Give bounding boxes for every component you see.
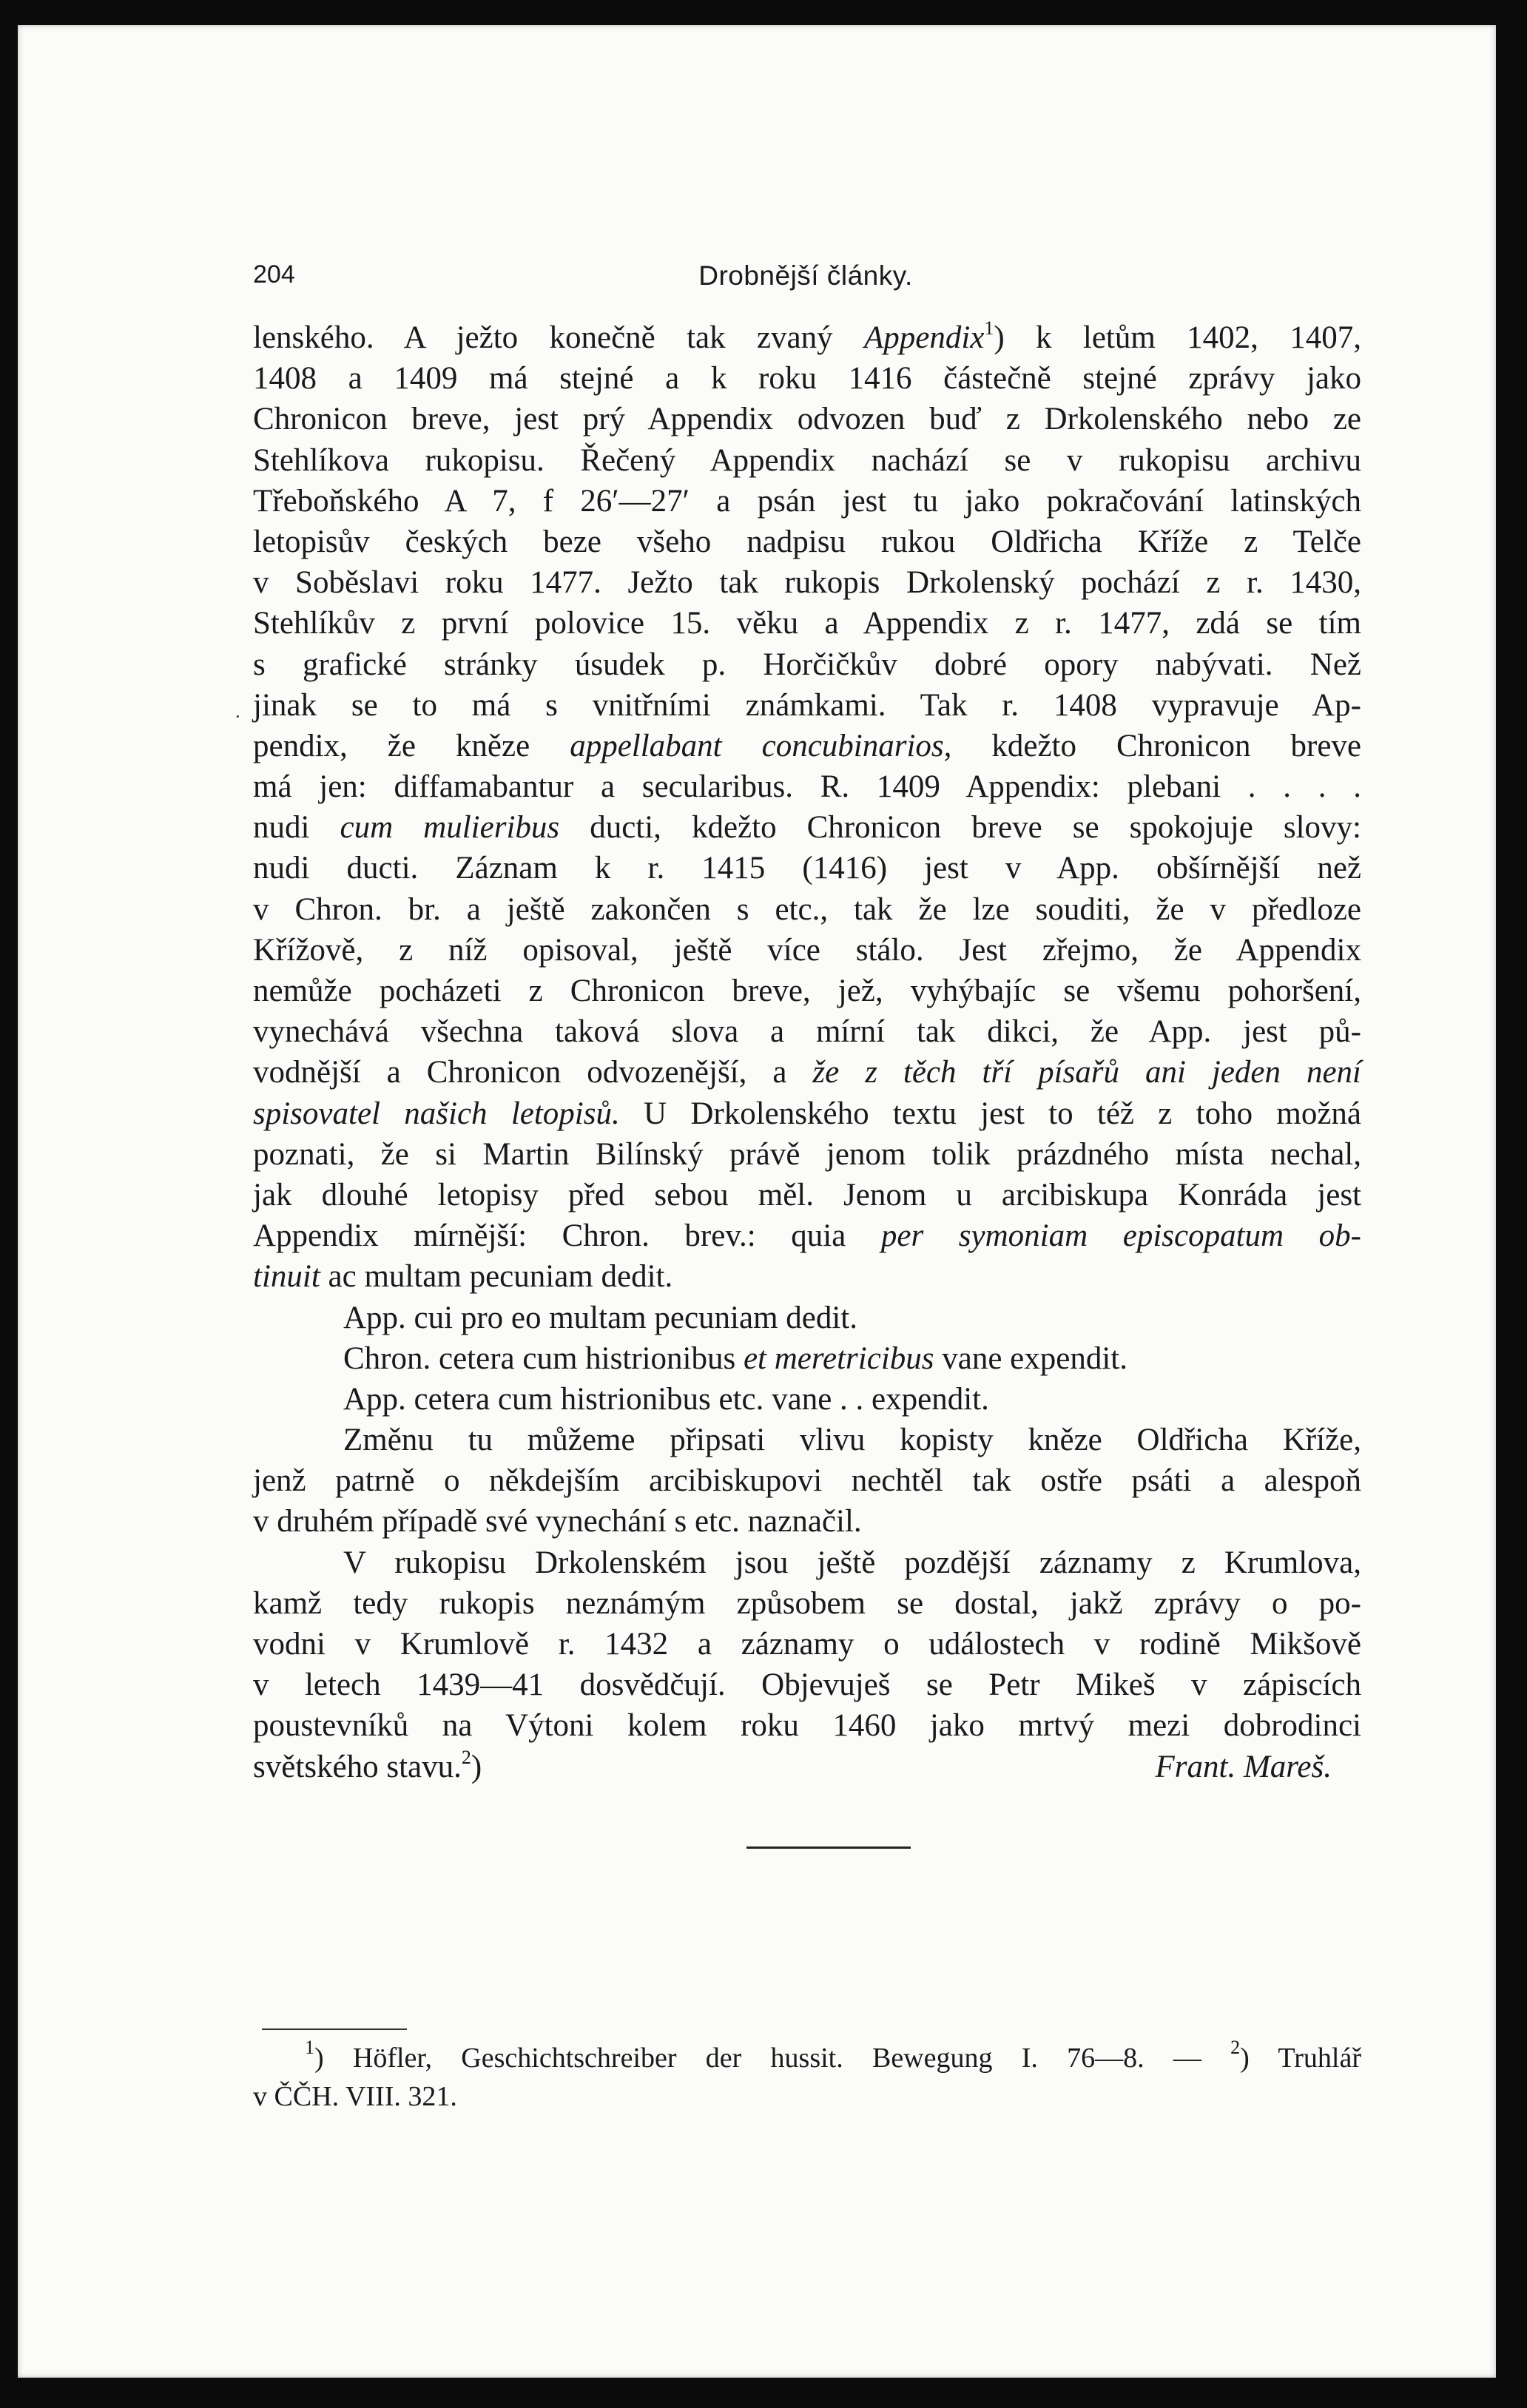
text-line: v Soběslavi roku 1477. Ježto tak rukopis Drkolenský pochází z r. 1430, <box>253 565 1361 601</box>
text-line: letopisův českých beze všeho nadpisu rukou Oldřicha Kříže z Telče <box>253 524 1361 559</box>
text-line: V rukopisu Drkolenském jsou ještě pozdější záznamy z Krumlova, <box>343 1545 1361 1580</box>
text-line: Třeboňského A 7, f 26′—27′ a psán jest tu jako pokračování latinských <box>253 483 1361 519</box>
footnote-ref-1: 1 <box>984 317 994 339</box>
footnotes <box>253 2039 1361 2116</box>
margin-mark: · <box>235 706 241 727</box>
text-line: lenského. A ježto konečně tak zvaný Appendix$^1$) k letům 1402, 1407, <box>253 317 1361 355</box>
text-line: Chronicon breve, jest prý Appendix odvozen buď z Drkolenského nebo ze <box>253 402 1361 437</box>
text-line: Stehlíkův z první polovice 15. věku a Appendix z r. 1477, zdá se tím <box>253 606 1361 641</box>
text-line: vodni v Krumlově r. 1432 a záznamy o událostech v rodině Mikšově <box>253 1627 1361 1662</box>
text-line: s grafické stránky úsudek p. Horčičkův dobré opory nabývati. Než <box>253 647 1361 682</box>
footnote-line: $^1$) Höfler, Geschichtschreiber der hussit. Bewegung I. 76—8. — $^2$) Truhlář <box>305 2037 1361 2074</box>
text-line: jak dlouhé letopisy před sebou měl. Jenom u arcibiskupa Konráda jest <box>253 1177 1361 1213</box>
page-header <box>232 260 1379 305</box>
signature: Frant. Mareš. <box>1155 1749 1332 1784</box>
text-line: poznati, že si Martin Bilínský právě jenom tolik prázdného místa nechal, <box>253 1136 1361 1172</box>
footnote-line: v ČČH. VIII. 321. <box>253 2081 457 2112</box>
text-line: v Chron. br. a ještě zakončen s etc., tak že lze souditi, že v předloze <box>253 891 1361 927</box>
text-line: jinak se to má s vnitřními známkami. Tak r. 1408 vypravuje Ap- <box>253 687 1361 723</box>
text-line: poustevníků na Výtoni kolem roku 1460 jako mrtvý mezi dobrodinci <box>253 1708 1361 1744</box>
text-line: světského stavu.$^2$) Frant. Mareš. <box>253 1747 1361 1787</box>
text-line: App. cui pro eo multam pecuniam dedit. <box>343 1300 857 1335</box>
text-line: Stehlíkova rukopisu. Řečený Appendix nachází se v rukopisu archivu <box>253 442 1361 478</box>
text-line: spisovatel našich letopisů. U Drkolenského textu jest to též z toho možná <box>253 1096 1362 1131</box>
text-line: vynechává všechna taková slova a mírní tak dikci, že App. jest pů- <box>253 1014 1361 1050</box>
text-line: v druhém případě své vynechání s etc. naznačil. <box>253 1504 862 1539</box>
text-line: kamž tedy rukopis neznámým způsobem se dostal, jakž zprávy o po- <box>253 1585 1361 1621</box>
text-line: pendix, že kněze appellabant concubinarios, kdežto Chronicon breve <box>253 728 1361 763</box>
text-line: Změnu tu můžeme připsati vlivu kopisty kněze Oldřicha Kříže, <box>343 1423 1361 1458</box>
text-line: v letech 1439—41 dosvědčují. Objevuješ se Petr Mikeš v zápiscích <box>253 1667 1361 1703</box>
text-line: Chron. cetera cum histrionibus et meretricibus vane expendit. <box>343 1340 1128 1376</box>
text-line: nudi ducti. Záznam k r. 1415 (1416) jest v App. obšírnější než <box>253 851 1361 886</box>
text-line: 1408 a 1409 má stejné a k roku 1416 částečně stejné zprávy jako <box>253 361 1361 397</box>
page <box>18 25 1496 2378</box>
footnote-rule <box>262 2028 407 2030</box>
footnote-ref-2: 2 <box>461 1746 471 1768</box>
page-number: 204 <box>253 260 295 289</box>
section-divider <box>746 1847 911 1849</box>
text-line: má jen: diffamabantur a secularibus. R. 1409 Appendix: plebani . . . . <box>253 769 1361 805</box>
text-line: App. cetera cum histrionibus etc. vane . . expendit. <box>343 1381 989 1417</box>
text-line: nemůže pocházeti z Chronicon breve, jež, vyhýbajíc se všemu pohoršení, <box>253 974 1361 1008</box>
text-line: Appendix mírnější: Chron. brev.: quia per symoniam episcopatum ob- <box>253 1218 1361 1254</box>
text-line: nudi cum mulieribus ducti, kdežto Chronicon breve se spokojuje slovy: <box>253 810 1361 846</box>
text-line: vodnější a Chronicon odvozenější, a že z těch tří písařů ani jeden není <box>253 1055 1361 1090</box>
main-text <box>253 317 1361 1787</box>
text-line: tinuit ac multam pecuniam dedit. <box>253 1259 673 1295</box>
text-line: Křížově, z níž opisoval, ještě více stálo. Jest zřejmo, že Appendix <box>253 932 1361 968</box>
running-head: Drobnější články. <box>698 260 913 291</box>
text-line: jenž patrně o někdejším arcibiskupovi nechtěl tak ostře psáti a alespoň <box>253 1463 1361 1499</box>
